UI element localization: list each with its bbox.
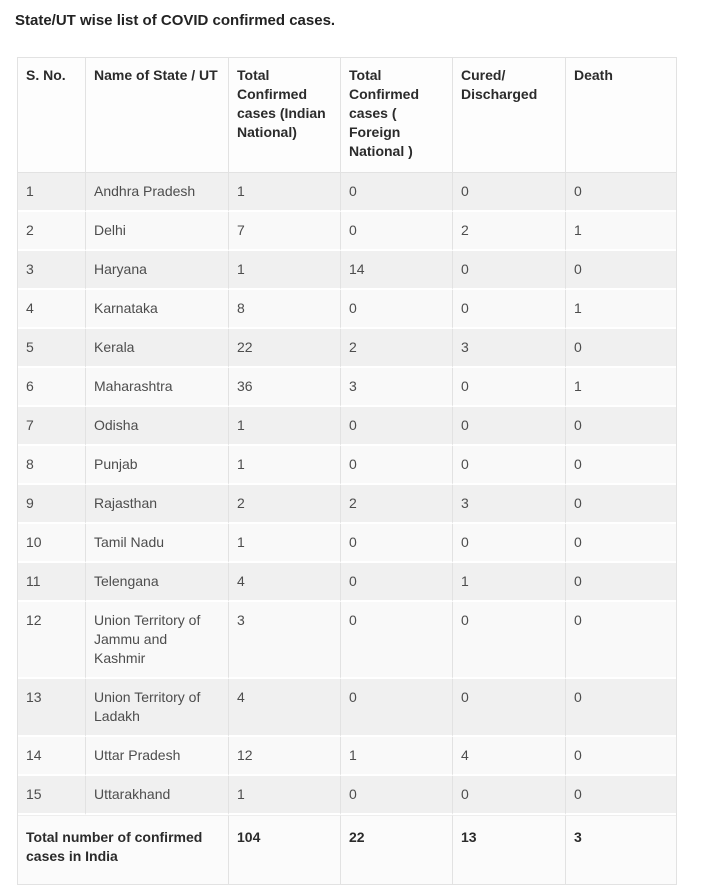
- cured-cell: 0: [453, 446, 566, 485]
- cured-cell: 4: [453, 737, 566, 776]
- state-cell: Punjab: [86, 446, 229, 485]
- death-cell: 0: [566, 251, 676, 290]
- column-header-indian: Total Confirmed cases (Indian National): [229, 58, 341, 173]
- sno-cell: 2: [18, 212, 86, 251]
- table-row: [18, 212, 676, 251]
- indian-cell: 8: [229, 290, 341, 329]
- foreign-cell: 1: [341, 737, 453, 776]
- death-cell: 0: [566, 737, 676, 776]
- table-row: [18, 368, 676, 407]
- cured-cell: 0: [453, 679, 566, 737]
- state-cell: Tamil Nadu: [86, 524, 229, 563]
- table-row: [18, 485, 676, 524]
- indian-cell: 22: [229, 329, 341, 368]
- state-cell: Maharashtra: [86, 368, 229, 407]
- cured-cell: 0: [453, 173, 566, 212]
- cured-cell: 0: [453, 407, 566, 446]
- table-header: [18, 58, 676, 173]
- foreign-cell: 0: [341, 212, 453, 251]
- column-header-state: Name of State / UT: [86, 58, 229, 173]
- table-body: [18, 173, 676, 815]
- sno-cell: 15: [18, 776, 86, 815]
- table-row: [18, 737, 676, 776]
- indian-cell: 4: [229, 563, 341, 602]
- covid-cases-table: [17, 57, 677, 885]
- foreign-cell: 0: [341, 173, 453, 212]
- table-row: [18, 602, 676, 679]
- state-cell: Union Territory of Ladakh: [86, 679, 229, 737]
- indian-cell: 1: [229, 524, 341, 563]
- column-header-sno: S. No.: [18, 58, 86, 173]
- cured-cell: 3: [453, 329, 566, 368]
- cured-cell: 0: [453, 602, 566, 679]
- state-cell: Telengana: [86, 563, 229, 602]
- table-row: [18, 173, 676, 212]
- table-row: [18, 407, 676, 446]
- foreign-cell: 0: [341, 446, 453, 485]
- table-row: [18, 563, 676, 602]
- table-footer: [18, 815, 676, 884]
- state-cell: Odisha: [86, 407, 229, 446]
- state-cell: Union Territory of Jammu and Kashmir: [86, 602, 229, 679]
- foreign-cell: 0: [341, 407, 453, 446]
- state-cell: Andhra Pradesh: [86, 173, 229, 212]
- sno-cell: 10: [18, 524, 86, 563]
- state-cell: Uttarakhand: [86, 776, 229, 815]
- indian-cell: 1: [229, 251, 341, 290]
- total-label-cell: Total number of confirmed cases in India: [18, 815, 229, 884]
- indian-cell: 1: [229, 776, 341, 815]
- death-cell: 0: [566, 602, 676, 679]
- sno-cell: 8: [18, 446, 86, 485]
- state-cell: Uttar Pradesh: [86, 737, 229, 776]
- sno-cell: 13: [18, 679, 86, 737]
- total-death-cell: 3: [566, 815, 676, 884]
- cured-cell: 0: [453, 524, 566, 563]
- indian-cell: 12: [229, 737, 341, 776]
- foreign-cell: 0: [341, 776, 453, 815]
- state-cell: Karnataka: [86, 290, 229, 329]
- indian-cell: 36: [229, 368, 341, 407]
- indian-cell: 3: [229, 602, 341, 679]
- foreign-cell: 2: [341, 329, 453, 368]
- death-cell: 0: [566, 776, 676, 815]
- foreign-cell: 0: [341, 563, 453, 602]
- foreign-cell: 2: [341, 485, 453, 524]
- state-cell: Delhi: [86, 212, 229, 251]
- indian-cell: 1: [229, 173, 341, 212]
- table-row: [18, 776, 676, 815]
- cured-cell: 3: [453, 485, 566, 524]
- foreign-cell: 3: [341, 368, 453, 407]
- table-row: [18, 446, 676, 485]
- foreign-cell: 0: [341, 524, 453, 563]
- column-header-foreign: Total Confirmed cases ( Foreign National ): [341, 58, 453, 173]
- indian-cell: 1: [229, 407, 341, 446]
- sno-cell: 1: [18, 173, 86, 212]
- foreign-cell: 14: [341, 251, 453, 290]
- state-cell: Kerala: [86, 329, 229, 368]
- sno-cell: 5: [18, 329, 86, 368]
- total-indian-cell: 104: [229, 815, 341, 884]
- death-cell: 0: [566, 329, 676, 368]
- state-cell: Rajasthan: [86, 485, 229, 524]
- sno-cell: 12: [18, 602, 86, 679]
- total-row: [18, 815, 676, 884]
- indian-cell: 7: [229, 212, 341, 251]
- cured-cell: 0: [453, 290, 566, 329]
- cured-cell: 0: [453, 776, 566, 815]
- page-title: State/UT wise list of COVID confirmed cases.: [15, 12, 336, 29]
- death-cell: 1: [566, 290, 676, 329]
- column-header-cured: Cured/ Discharged: [453, 58, 566, 173]
- cured-cell: 2: [453, 212, 566, 251]
- death-cell: 0: [566, 173, 676, 212]
- sno-cell: 11: [18, 563, 86, 602]
- table-row: [18, 524, 676, 563]
- table-row: [18, 329, 676, 368]
- cured-cell: 1: [453, 563, 566, 602]
- table-row: [18, 251, 676, 290]
- foreign-cell: 0: [341, 290, 453, 329]
- table-row: [18, 679, 676, 737]
- death-cell: 1: [566, 368, 676, 407]
- sno-cell: 9: [18, 485, 86, 524]
- total-cured-cell: 13: [453, 815, 566, 884]
- table-row: [18, 290, 676, 329]
- cured-cell: 0: [453, 368, 566, 407]
- sno-cell: 7: [18, 407, 86, 446]
- foreign-cell: 0: [341, 602, 453, 679]
- indian-cell: 2: [229, 485, 341, 524]
- sno-cell: 4: [18, 290, 86, 329]
- death-cell: 0: [566, 524, 676, 563]
- indian-cell: 1: [229, 446, 341, 485]
- death-cell: 0: [566, 446, 676, 485]
- foreign-cell: 0: [341, 679, 453, 737]
- header-row: [18, 58, 676, 173]
- death-cell: 0: [566, 563, 676, 602]
- sno-cell: 6: [18, 368, 86, 407]
- cured-cell: 0: [453, 251, 566, 290]
- sno-cell: 3: [18, 251, 86, 290]
- sno-cell: 14: [18, 737, 86, 776]
- death-cell: 0: [566, 407, 676, 446]
- state-cell: Haryana: [86, 251, 229, 290]
- column-header-death: Death: [566, 58, 676, 173]
- death-cell: 0: [566, 485, 676, 524]
- death-cell: 0: [566, 679, 676, 737]
- death-cell: 1: [566, 212, 676, 251]
- indian-cell: 4: [229, 679, 341, 737]
- total-foreign-cell: 22: [341, 815, 453, 884]
